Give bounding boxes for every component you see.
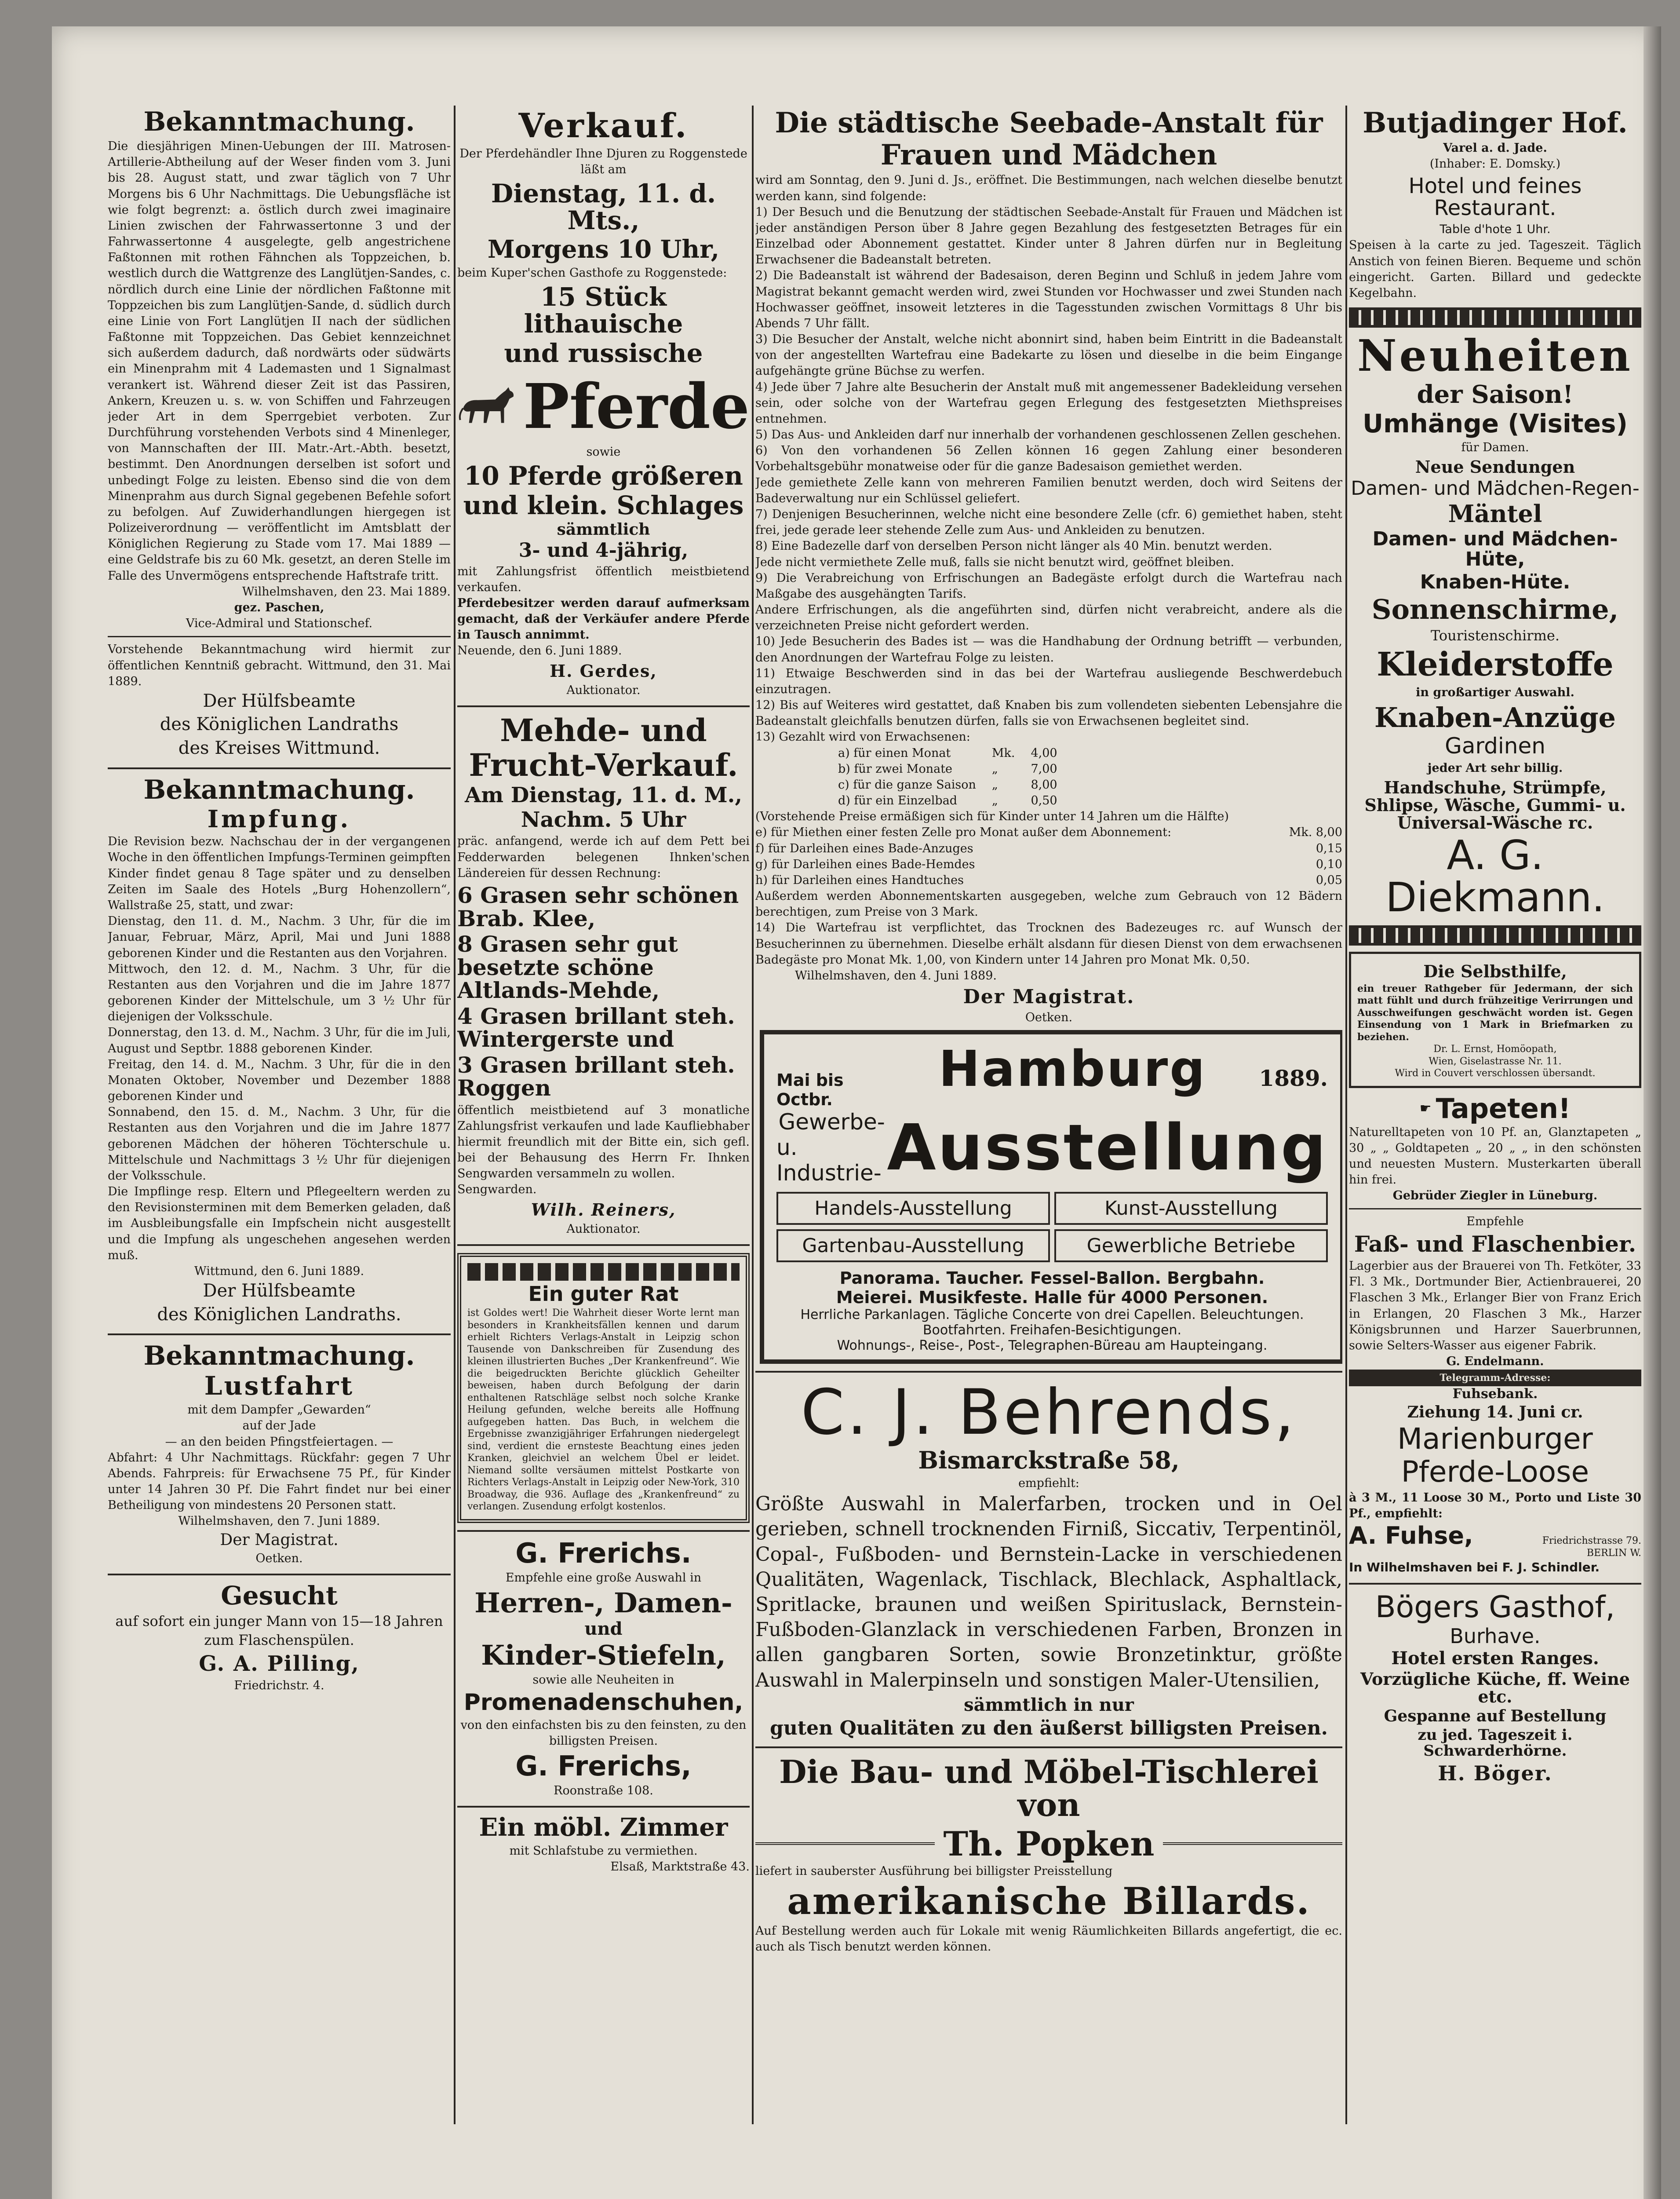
column-4 xyxy=(1349,106,1641,2124)
price-value: 0,05 xyxy=(1316,873,1342,887)
page-edge xyxy=(1644,26,1661,2199)
ad-firm: G. Frerichs. xyxy=(515,1537,692,1569)
ad-body: Größte Auswahl in Malerfarben, trocken und in Oel gerieben, schnell trocknenden Firniß, Siccativ, Terpentinöl, Copal-, Fußboden- und Bernstein-Lacke in verschiedenen Qualitäten, Wagenlack, Tischlack, Blechlack, Asphaltlack, Spritlacke, braunen und weißen Spirituslack, Bernstein-Fußboden-Glanzlack in verschiedenen Farben, Bronzen in allen gangbaren Sorten, sowie Bronzetinktur, größte Auswahl in Malerpinseln und sonstigen Maler-Utensilien, xyxy=(755,1493,1342,1691)
notice-title: Bekanntmachung. xyxy=(143,774,415,805)
ad-agent: In Wilhelmshaven bei F. J. Schindler. xyxy=(1349,1560,1600,1575)
notice-line: auf der Jade xyxy=(242,1419,316,1433)
price-label: e) für Miethen einer festen Zelle pro Monat außer dem Abonnement: xyxy=(755,826,1172,840)
exhibition-title-row xyxy=(764,1109,1340,1186)
ad-headline: Hotel und feines Restaurant. xyxy=(1408,173,1582,220)
horse-row xyxy=(457,369,750,444)
ad-title: Ein möbl. Zimmer xyxy=(479,1813,728,1842)
horse-icon xyxy=(457,369,519,444)
ad-role: Auktionator. xyxy=(566,683,641,697)
divider xyxy=(1349,1208,1641,1209)
ad-title: Butjadinger Hof. xyxy=(1363,106,1628,139)
rule-item: 14) Die Wartefrau ist verpflichtet, das Trocknen des Badezeuges rc. auf Wunsch der Besucherinnen zu übernehmen. Dieselbe erhält alsdann für diesen Dienst von dem erwachsenen Badegäste pro Monat Mk. 1,00, von Kindern unter 14 Jahren pro Monat Mk. 0,50. xyxy=(755,921,1342,967)
ad-line: Gespanne auf Bestellung xyxy=(1384,1707,1607,1726)
lot-item: 3 Grasen brillant steh. Roggen xyxy=(457,1052,735,1101)
divider xyxy=(108,1574,451,1575)
ad-time: Nachm. 5 Uhr xyxy=(521,807,686,833)
ad-firm: G. Frerichs, xyxy=(515,1750,692,1783)
ad-body: von den einfachsten bis zu den feinsten, zu den billigsten Preisen. xyxy=(460,1718,747,1748)
notice-line: mit dem Dampfer „Gewarden“ xyxy=(187,1403,371,1417)
telegram-label: Telegramm-Adresse: xyxy=(1349,1370,1641,1386)
divider xyxy=(755,1746,1342,1748)
ad-signature: Wilh. Reiners, xyxy=(531,1199,676,1220)
ad-headline: amerikanische Billards. xyxy=(787,1879,1311,1923)
tapeten-header xyxy=(1349,1092,1641,1125)
ad-headline: Kleiderstoffe xyxy=(1377,646,1614,684)
exhibition-section: Handels-Ausstellung xyxy=(776,1192,1050,1225)
price-unit: „ xyxy=(991,762,998,776)
divider xyxy=(1349,1583,1641,1585)
ad-headline: und klein. Schlages xyxy=(463,490,744,520)
ad-line: Table d'hote 1 Uhr. xyxy=(1439,223,1551,237)
schedule-item: Freitag, den 14. d. M., Nachm. 3 Uhr, für die in den Monaten Oktober, November und Dezember 1888 geborenen Kinder und xyxy=(108,1057,451,1103)
ad-address: Friedrichstrasse 79. BERLIN W. xyxy=(1542,1535,1641,1559)
popken-name-row xyxy=(755,1824,1342,1863)
ad-headline: Mäntel xyxy=(1448,500,1542,528)
ad-date: Neuende, den 6. Juni 1889. xyxy=(457,644,622,658)
ad-owner: (Inhaber: E. Domsky.) xyxy=(1429,157,1561,171)
price-value: 7,00 xyxy=(1031,762,1057,776)
ad-body: präc. anfangend, werde ich auf dem Pett bei Fedderwarden belegenen Ihnken'schen Ländereien für dessen Rechnung: xyxy=(457,834,750,880)
rule-item: 10) Jede Besucherin des Bades ist — was die Handhabung der Ordnung betrifft — verbunden, den Anordnungen der Wartefrau Folge zu leisten. xyxy=(755,635,1342,665)
price-value: 0,50 xyxy=(1031,794,1057,808)
column-3 xyxy=(755,106,1342,2124)
notice-body: Die Impflinge resp. Eltern und Pflegeeltern werden zu den Revisionsterminen mit dem Bemerken geladen, daß im Ausbleibungsfalle ein Impfschein nicht ausgestellt und die Impfung als ungeschehen angesehen werden muß. xyxy=(108,1185,451,1262)
ad-body: mit Zahlungsfrist öffentlich meistbietend verkaufen. xyxy=(457,564,750,594)
notice-authority: des Kreises Wittmund. xyxy=(178,738,380,759)
notice-subtitle: Impfung. xyxy=(207,804,351,833)
ornament-line xyxy=(1163,1842,1342,1845)
ad-headline-pferde: Pferde xyxy=(523,370,750,443)
ad-line: sämmtlich in nur xyxy=(964,1694,1134,1715)
ad-role: Auktionator. xyxy=(566,1222,641,1236)
notice-subtitle: Lustfahrt xyxy=(204,1371,354,1401)
ad-title: Die Bau- und Möbel-Tischlerei von xyxy=(779,1753,1319,1824)
ad-line: zu jed. Tageszeit i. Schwarderhörne. xyxy=(1418,1726,1573,1760)
price-value: 8,00 xyxy=(1031,778,1057,792)
notice-body: Die Revision bezw. Nachschau der in der vergangenen Woche in den öffentlichen Impfungs-Terminen geimpften Kinder findet genau 8 Tage später und zu denselben Zeiten im Saale des Hotels „Burg Hohenzollern“, Wallstraße 25, statt, und zwar: xyxy=(108,835,451,912)
exhibition-subtitle-line: Gewerbe- xyxy=(778,1109,885,1135)
notice-date: Wilhelmshaven, den 4. Juni 1889. xyxy=(795,968,997,983)
ad-note: Wird in Couvert verschlossen übersandt. xyxy=(1395,1068,1596,1079)
notice-authority: des Königlichen Landraths xyxy=(160,714,399,735)
notice-date: Wilhelmshaven, den 23. Mai 1889. xyxy=(242,584,451,599)
exhibition-section: Kunst-Ausstellung xyxy=(1054,1192,1328,1225)
schedule-item: Mittwoch, den 12. d. M., Nachm. 3 Uhr, für die Restanten aus den Vorjahren und die im Jahre 1877 geborenen Kinder der Mittelschule, um 3 ½ Uhr für diejenigen der Volksschule. xyxy=(108,962,451,1024)
ad-line: Empfehle xyxy=(1466,1215,1524,1229)
notice-title: Bekanntmachung. xyxy=(143,106,415,137)
ad-address: Bismarckstraße 58, xyxy=(918,1446,1180,1475)
ad-line: 3- und 4-jährig, xyxy=(518,539,689,562)
exhibition-feature: Meierei. Musikfeste. Halle für 4000 Personen. xyxy=(836,1288,1268,1308)
ad-body: auf sofort ein junger Mann von 15—18 Jahren zum Flaschenspülen. xyxy=(115,1612,443,1648)
exhibition-year: 1889. xyxy=(1259,1065,1328,1092)
price-label: h) für Darleihen eines Handtuches xyxy=(755,873,964,887)
ad-headline: Damen- und Mädchen-Hüte, xyxy=(1372,527,1618,570)
ad-firm: A. Fuhse, xyxy=(1349,1522,1473,1550)
notice-date: Wilhelmshaven, den 7. Juni 1889. xyxy=(178,1514,380,1528)
ad-note: Pferdebesitzer werden darauf aufmerksam gemacht, daß der Verkäufer andere Pferde in Tausch annimmt. xyxy=(457,596,750,642)
price-label: b) für zwei Monate xyxy=(838,762,953,776)
exhibition-sections xyxy=(764,1186,1340,1268)
ad-line: Touristenschirme. xyxy=(1430,627,1560,644)
lot-item: 4 Grasen brillant steh. Wintergerste und xyxy=(457,1003,735,1052)
ad-signature: H. Böger. xyxy=(1438,1761,1552,1786)
price-label: f) für Darleihen eines Bade-Anzuges xyxy=(755,841,973,855)
exhibition-feature: Wohnungs-, Reise-, Post-, Telegraphen-Büreau am Haupteingang. xyxy=(837,1338,1268,1354)
ad-place: beim Kuper'schen Gasthofe zu Roggenstede: xyxy=(457,266,727,280)
ad-headline: 15 Stück lithauische xyxy=(524,281,683,339)
rule-item: 2) Die Badeanstalt ist während der Badesaison, deren Beginn und Schluß in jedem Jahre vom Magistrat bekannt gemacht werden wird, zwei Stunden vor Hochwasser und zwei Stunden nach Hochwasser geöffnet, insoweit letzteres in die Tagesstunden zwischen Vormittags 8 Uhr bis Abends 7 Uhr fällt. xyxy=(755,269,1342,330)
ad-line: guten Qualitäten zu den äußerst billigsten Preisen. xyxy=(770,1717,1328,1739)
ad-line: sämmtlich xyxy=(557,520,650,539)
notice-title: Frauen und Mädchen xyxy=(880,139,1217,172)
ad-address: Wien, Giselastrasse Nr. 11. xyxy=(1429,1056,1562,1067)
ad-body: öffentlich meistbietend auf 3 monatliche Zahlungsfrist verkaufen und lade Kaufliebhaber hiermit freundlich mit der Bitte ein, sich gefl. bei der Behausung des Herrn Fr. Ihnken Sengwarden versammeln zu wollen. xyxy=(457,1103,750,1181)
price-label: c) für die ganze Saison xyxy=(838,778,976,792)
telegram-address: Fuhsebank. xyxy=(1452,1386,1538,1402)
lottery-firm-row xyxy=(1349,1522,1641,1559)
notice-body: Abfahrt: 4 Uhr Nachmittags. Rückfahr: gegen 7 Uhr Abends. Fahrpreis: für Erwachsene 75 Pf., für Kinder unter 14 Jahren 30 Pf. Die Fahrt findet nur bei einer Betheiligung von mindestens 20 Personen statt. xyxy=(108,1450,451,1512)
price-value: 0,10 xyxy=(1316,857,1342,871)
pointing-hand-icon: ☛ xyxy=(1419,1100,1432,1116)
ad-body: mit Schlafstube zu vermiethen. xyxy=(509,1844,698,1858)
divider xyxy=(457,705,750,707)
ad-firm: Gebrüder Ziegler in Lüneburg. xyxy=(1392,1189,1598,1203)
price-row xyxy=(755,873,1342,888)
rule-item: Jede gemiethete Zelle kann von mehreren Familien benutzt werden, doch wird Seitens der Badeverwaltung nur ein Schlüssel geliefert. xyxy=(755,475,1342,505)
exhibition-subtitle-line: u. Industrie- xyxy=(776,1135,882,1186)
ad-line: für Damen. xyxy=(1461,440,1529,454)
price-unit: „ xyxy=(991,778,998,792)
notice-note: Vorstehende Bekanntmachung wird hiermit zur öffentlichen Kenntniß gebracht. Wittmund, den 31. Mai 1889. xyxy=(108,643,451,688)
divider xyxy=(108,767,451,769)
ad-title: Verkauf. xyxy=(518,106,689,145)
notice-signature-role: Vice-Admiral und Stationschef. xyxy=(186,617,373,631)
notice-date: Wittmund, den 6. Juni 1889. xyxy=(194,1264,364,1278)
divider xyxy=(108,636,451,637)
ad-body: Lagerbier aus der Brauerei von Th. Fetköter, 33 Fl. 3 Mk., Dortmunder Bier, Actienbrauerei, 20 Flaschen 3 Mk., Erlanger Bier von Franz Erich in Erlangen, 20 Flaschen 3 Mk., Harzer Königsbrunnen und Harzer Sauerbrunnen, sowie Selters-Wasser aus eigener Fabrik. xyxy=(1349,1259,1641,1352)
ad-headline: Promenadenschuhen, xyxy=(463,1689,743,1716)
rule-item: 4) Jede über 7 Jahre alte Besucherin der Anstalt muß mit angemessener Badekleidung versehen sein, oder solche von der Wartefrau gegen Erlegung des festgesetzten Miethspreises entnehmen. xyxy=(755,380,1342,426)
lot-item: 8 Grasen sehr gut besetzte schöne Altlands-Mehde, xyxy=(457,931,678,1003)
ad-headline: Knaben-Hüte. xyxy=(1420,571,1571,594)
ad-firm: Th. Popken xyxy=(943,1824,1155,1863)
price-table xyxy=(830,745,1065,809)
ad-headline: Sonnenschirme, xyxy=(1371,593,1619,626)
ad-body: Speisen à la carte zu jed. Tageszeit. Täglich Anstich von feinen Bieren. Bequeme und schön eingericht. Garten. Billard und gedeckte Kegelbahn. xyxy=(1349,238,1641,300)
rule-item: 1) Der Besuch und die Benutzung der städtischen Seebade-Anstalt für Frauen und Mädchen ist jeder anständigen Person über 8 Jahre gegen Bezahlung des festgesetzten Betrages für ein Einzelbad oder Abonnement gestattet. Kinder unter 8 Jahren dürfen nur in Begleitung Erwachsener die Badeanstalt betreten. xyxy=(755,205,1342,267)
ad-headline: Umhänge (Visites) xyxy=(1362,408,1628,438)
lottery-date: Ziehung 14. Juni cr. xyxy=(1407,1403,1583,1422)
price-row xyxy=(830,777,1065,793)
rule-item: Andere Erfrischungen, als die angeführten sind, dürfen nicht verabreicht, andere als die verzeichneten Preise nicht gefordert werden. xyxy=(755,603,1342,633)
ad-place: Burhave. xyxy=(1450,1624,1541,1648)
ad-body: à 3 M., 11 Loose 30 M., Porto und Liste 30 Pf., empfiehlt: xyxy=(1349,1490,1641,1520)
ad-line: sowie alle Neuheiten in xyxy=(532,1673,674,1687)
ad-line: und xyxy=(584,1618,623,1639)
exhibition-feature: Panorama. Taucher. Fessel-Ballon. Bergbahn. xyxy=(839,1268,1265,1288)
ad-subtitle: der Saison! xyxy=(1417,380,1574,409)
rule-item: 3) Die Besucher der Anstalt, welche nicht abonnirt sind, haben beim Eintritt in die Badeanstalt von der angestellten Wartefrau eine Badekarte zu lösen und dieselbe in die beim Eingange aufgehängte grüne Büchse zu werfen. xyxy=(755,332,1342,378)
schedule-item: Sonnabend, den 15. d. M., Nachm. 3 Uhr, für die Restanten aus den Vorjahren und die im Jahre 1877 geborenen Mädchen der höheren Töchterschule u. Mittelschule und Nachmittags 3 ½ Uhr für diejenigen der Volksschule. xyxy=(108,1105,451,1183)
exhibition-subtitle xyxy=(776,1109,887,1186)
ad-firm: A. G. Diekmann. xyxy=(1385,831,1605,921)
price-row xyxy=(755,825,1342,840)
column-rule xyxy=(454,106,456,2124)
exhibition-ad xyxy=(760,1030,1342,1364)
ad-title: Marienburger xyxy=(1397,1422,1593,1456)
notice-authority: Der Magistrat. xyxy=(963,986,1135,1008)
rule-item: 13) Gezahlt wird von Erwachsenen: xyxy=(755,730,970,744)
notice-title: Bekanntmachung. xyxy=(143,1341,415,1372)
price-value: 0,15 xyxy=(1316,841,1342,855)
ad-body: ist Goldes wert! Die Wahrheit dieser Worte lernt man besonders in Krankheitsfällen kennen und darum erhielt Richters Verlags-Anstalt in Leipzig schon Tausende von Dankschreiben für Zusendung des kleinen illustrierten Buches „Der Krankenfreund“. Wie die beigedruckten Berichte glücklich Geheilter beweisen, haben durch Befolgung der darin enthaltenen Ratschläge selbst noch solche Kranke Heilung gefunden, welche bereits alle Hoffnung aufgegeben hatten. Das Buch, in welchem die Ergebnisse zwanzigjähriger Erfahrungen niedergelegt sind, verdient die ernsteste Beachtung eines jeden Kranken, gleichviel an welchem Übel er leidet. Niemand sollte versäumen mittelst Postkarte von Richters Verlags-Anstalt in Leipzig oder New-York, 310 Broadway, die 936. Auflage des „Krankenfreund“ zu verlangen. Zusendung erfolgt kostenlos. xyxy=(467,1308,740,1512)
price-row xyxy=(830,793,1065,809)
ornament-band xyxy=(467,1263,740,1281)
notice-body: Die diesjährigen Minen-Uebungen der III. Matrosen-Artillerie-Abtheilung auf der Weser finden vom 3. Juni bis 28. August statt, und zwar täglich von 7 Uhr Morgens bis 6 Uhr Nachmittags. Die Uebungsfläche ist wie folgt begrenzt: a. östlich durch zwei imaginaire Linien zwischen der Fahrwassertonne 3 und der Fahrwassertonne 4 ausgelegte, gelb angestrichene Faßtonnen mit rothen Fähnchen als Toppzeichen, b. westlich durch die Wattgrenze des Langlütjen-Sandes, c. nördlich durch eine Linie der nördlichen Faßtonne mit Toppzeichen bis zum Langlütjen-Sande, d. südlich durch eine Linie von Fort Langlütjen II nach der südlichen Faßtonne mit Toppzeichen. Das Gebiet kennzeichnet sich außerdem dadurch, daß nordwärts oder südwärts ein Minenprahm mit 4 Lademasten und 1 Signalmast verankert ist. Während dieser Zeit ist das Passiren, Ankern, Kreuzen u. s. w. von Schiffen und Fahrzeugen jeder Art in dem Sperrgebiet verboten. Zur Durchführung vorstehenden Verbots sind 4 Minenleger, von Mannschaften der III. Matr.-Art.-Abth. besetzt, bestimmt. Den Anordnungen derselben ist sofort und unbedingt Folge zu leisten. Ebenso sind die von dem Minenprahm aus durch Signal gegebenen Befehle sofort zu befolgen. Auf Zuwiderhandlungen hiergegen ist Polizeiverordnung — veröffentlicht im Amtsblatt der Königlichen Regierung zu Stade vom 17. Mai 1889 — eine Geldstrafe bis zu 60 Mk. gesetzt, an deren Stelle im Falle des Unvermögens entsprechende Haftstrafe tritt. xyxy=(108,139,451,583)
rule-item: 9) Die Verabreichung von Erfrischungen an Badegäste erfolgt durch die Wartefrau nach Maßgabe des ausgehängten Tarifs. xyxy=(755,571,1342,601)
notice-line: — an den beiden Pfingstfeiertagen. — xyxy=(165,1435,394,1449)
rule-item: 6) Von den vorhandenen 56 Zellen können 16 gegen Zahlung einer besonderen Vorbehaltsgebühr monatweise oder für die ganze Badesaison gemiethet werden. xyxy=(755,444,1342,474)
ad-date: Dienstag, 11. d. Mts., xyxy=(491,179,716,236)
ad-list: Handschuhe, Strümpfe, Shlipse, Wäsche, Gummi- u. Universal-Wäsche rc. xyxy=(1364,777,1626,833)
price-unit: „ xyxy=(991,794,998,808)
ad-intro: Der Pferdehändler Ihne Djuren zu Roggenstede läßt am xyxy=(459,146,747,176)
price-label: d) für ein Einzelbad xyxy=(838,794,958,808)
column-rule xyxy=(752,106,754,2124)
ad-line: liefert in sauberster Ausführung bei billigster Preisstellung xyxy=(755,1864,1113,1878)
schedule-item: Donnerstag, den 13. d. M., Nachm. 3 Uhr, für die im Juli, August und Septbr. 1888 geborenen Kinder. xyxy=(108,1026,451,1056)
ad-title: Bögers Gasthof, xyxy=(1375,1589,1615,1625)
ad-body: Auf Bestellung werden auch für Lokale mit wenig Räumlichkeiten Billards angefertigt, die ec. auch als Tisch benutzt werden können. xyxy=(755,1924,1342,1954)
rule-item: 11) Etwaige Beschwerden sind in das bei der Wartefrau ausliegende Beschwerdebuch einzutragen. xyxy=(755,666,1342,696)
price-unit: Mk. xyxy=(991,746,1015,760)
price-row xyxy=(755,857,1342,873)
ad-signature: H. Gerdes, xyxy=(550,661,657,681)
ad-place: Sengwarden. xyxy=(457,1183,537,1197)
notice-authority: Oetken. xyxy=(255,1551,303,1565)
column-1 xyxy=(108,106,451,2124)
exhibition-section: Gewerbliche Betriebe xyxy=(1054,1229,1328,1262)
ornament-band xyxy=(1349,925,1641,946)
ad-title: Die Selbsthilfe, xyxy=(1423,961,1567,981)
rule-item: 7) Denjenigen Besucherinnen, welche nicht eine besondere Zelle (cfr. 6) gemiethet haben, steht frei, jede gerade leer stehende Zelle zum Aus- und Ankleiden zu benutzen. xyxy=(755,507,1342,537)
exhibition-title: Ausstellung xyxy=(887,1110,1328,1185)
ad-line: sowie xyxy=(586,445,621,459)
ad-title: Tapeten! xyxy=(1436,1092,1571,1125)
lot-item: 6 Grasen sehr schönen Brab. Klee, xyxy=(457,882,739,931)
ad-line: jeder Art sehr billig. xyxy=(1427,761,1563,775)
ad-time: Morgens 10 Uhr, xyxy=(487,234,720,264)
ad-address: Roonstraße 108. xyxy=(554,1784,653,1798)
rule-item: Außerdem werden Abonnementskarten ausgegeben, welche zum Gebrauch von 12 Bädern berechtigen, zum Preise von 3 Mark. xyxy=(755,889,1342,919)
divider xyxy=(755,1371,1342,1373)
ad-title: Frucht-Verkauf. xyxy=(469,747,738,784)
notice-authority: Der Magistrat. xyxy=(220,1531,339,1549)
ad-title: Pferde-Loose xyxy=(1401,1455,1589,1489)
price-label: g) für Darleihen eines Bade-Hemdes xyxy=(755,857,975,871)
exhibition-section: Gartenbau-Ausstellung xyxy=(776,1229,1050,1262)
ad-address: Friedrichstr. 4. xyxy=(234,1678,324,1692)
ad-line: Neue Sendungen xyxy=(1415,457,1575,477)
rule-item: Jede nicht vermiethete Zelle muß, falls sie nicht benutzt wird, geöffnet bleiben. xyxy=(755,555,1235,569)
notice-authority: des Königlichen Landraths. xyxy=(157,1304,401,1325)
price-row xyxy=(830,745,1065,761)
rat-ad-box xyxy=(457,1253,750,1523)
ad-address: Elsaß, Marktstraße 43. xyxy=(610,1860,750,1874)
divider xyxy=(457,1244,750,1246)
divider xyxy=(457,1806,750,1808)
ad-headline: Damen- und Mädchen-Regen- xyxy=(1351,477,1640,500)
price-value: 4,00 xyxy=(1031,746,1057,760)
ad-title: Neuheiten xyxy=(1357,331,1633,382)
price-row xyxy=(830,761,1065,777)
price-label: a) für einen Monat xyxy=(838,746,951,760)
rule-item: 5) Das Aus- und Ankleiden darf nur innerhalb der vorhandenen geschlossenen Zellen geschehen. xyxy=(755,428,1341,442)
divider xyxy=(108,1333,451,1335)
ad-headline: 10 Pferde größeren xyxy=(464,460,743,491)
ad-firm: C. J. Behrends, xyxy=(801,1376,1297,1449)
ad-title: Faß- und Flaschenbier. xyxy=(1354,1231,1636,1257)
notice-authority: Oetken. xyxy=(1025,1011,1073,1025)
ornament-line xyxy=(755,1842,935,1845)
ad-headline: und russische xyxy=(504,338,703,368)
price-row xyxy=(755,841,1342,857)
ad-headline: Kinder-Stiefeln, xyxy=(481,1639,726,1671)
ad-title: Mehde- und xyxy=(500,712,707,749)
ad-title: Gesucht xyxy=(221,1580,338,1611)
ad-date: Am Dienstag, 11. d. M., xyxy=(464,782,743,807)
selbsthilfe-box xyxy=(1349,952,1641,1088)
exhibition-feature: Bootfahrten. Freihafen-Besichtigungen. xyxy=(922,1322,1182,1338)
notice-signature: gez. Paschen, xyxy=(234,600,324,614)
ad-headline: Gardinen xyxy=(1445,733,1545,759)
column-2 xyxy=(457,106,750,2124)
notice-authority: Der Hülfsbeamte xyxy=(203,690,356,711)
ad-headline: Herren-, Damen- xyxy=(474,1586,732,1619)
ad-headline: Knaben-Anzüge xyxy=(1374,701,1616,734)
ad-body: Naturelltapeten von 10 Pf. an, Glanztapeten „ 30 „ „ Goldtapeten „ 20 „ „ in den schönsten und neuesten Mustern. Musterkarten überall hin frei. xyxy=(1349,1125,1641,1187)
divider xyxy=(457,1530,750,1532)
schedule-item: Dienstag, den 11. d. M., Nachm. 3 Uhr, für die im Januar, Februar, März, April, Mai und Juni 1888 geborenen Kinder und die Restanten aus den Vorjahren. xyxy=(108,914,451,960)
ad-author: Dr. L. Ernst, Homöopath, xyxy=(1433,1044,1557,1055)
price-note: (Vorstehende Preise ermäßigen sich für Kinder unter 14 Jahren um die Hälfte) xyxy=(755,810,1229,824)
ad-firm: G. Endelmann. xyxy=(1446,1355,1544,1369)
ornament-band xyxy=(1349,307,1641,328)
notice-title: Die städtische Seebade-Anstalt für xyxy=(775,106,1323,139)
ad-line: empfiehlt: xyxy=(1018,1476,1079,1490)
exhibition-city: Hamburg xyxy=(939,1041,1207,1098)
ad-body: ein treuer Rathgeber für Jedermann, der sich matt fühlt und durch frühzeitige Verirrungen und Ausschweifungen geschwächt worden ist. Gegen Einsendung von 1 Mark in Briefmarken zu beziehen. xyxy=(1357,983,1633,1043)
rule-item: 8) Eine Badezelle darf von derselben Person nicht länger als 40 Min. benutzt werden. xyxy=(755,539,1272,553)
ad-line: Vorzügliche Küche, ff. Weine etc. xyxy=(1360,1669,1630,1707)
ad-title: Ein guter Rat xyxy=(528,1282,679,1306)
ad-intro: Empfehle eine große Auswahl in xyxy=(505,1571,702,1585)
notice-intro: wird am Sonntag, den 9. Juni d. Js., eröffnet. Die Bestimmungen, nach welchen dieselbe benutzt werden kann, sind folgende: xyxy=(755,173,1342,203)
price-value: Mk. 8,00 xyxy=(1289,826,1342,840)
ad-line: in großartiger Auswahl. xyxy=(1416,685,1574,699)
ad-place: Varel a. d. Jade. xyxy=(1443,141,1547,155)
exhibition-header xyxy=(764,1034,1340,1109)
notice-authority: Der Hülfsbeamte xyxy=(203,1281,356,1301)
exhibition-months: Mai bis Octbr. xyxy=(776,1070,844,1110)
ad-firm: G. A. Pilling, xyxy=(199,1651,360,1676)
ad-line: Hotel ersten Ranges. xyxy=(1391,1648,1599,1669)
exhibition-feature: Herrliche Parkanlagen. Tägliche Concerte von drei Capellen. Beleuchtungen. xyxy=(800,1307,1304,1323)
column-rule xyxy=(1345,106,1347,2124)
rule-item: 12) Bis auf Weiteres wird gestattet, daß Knaben bis zum vollendeten siebenten Lebensjahre die Badeanstalt gleichfalls benutzen dürfen, falls sie von Erwachsenen begleitet sind. xyxy=(755,698,1342,728)
